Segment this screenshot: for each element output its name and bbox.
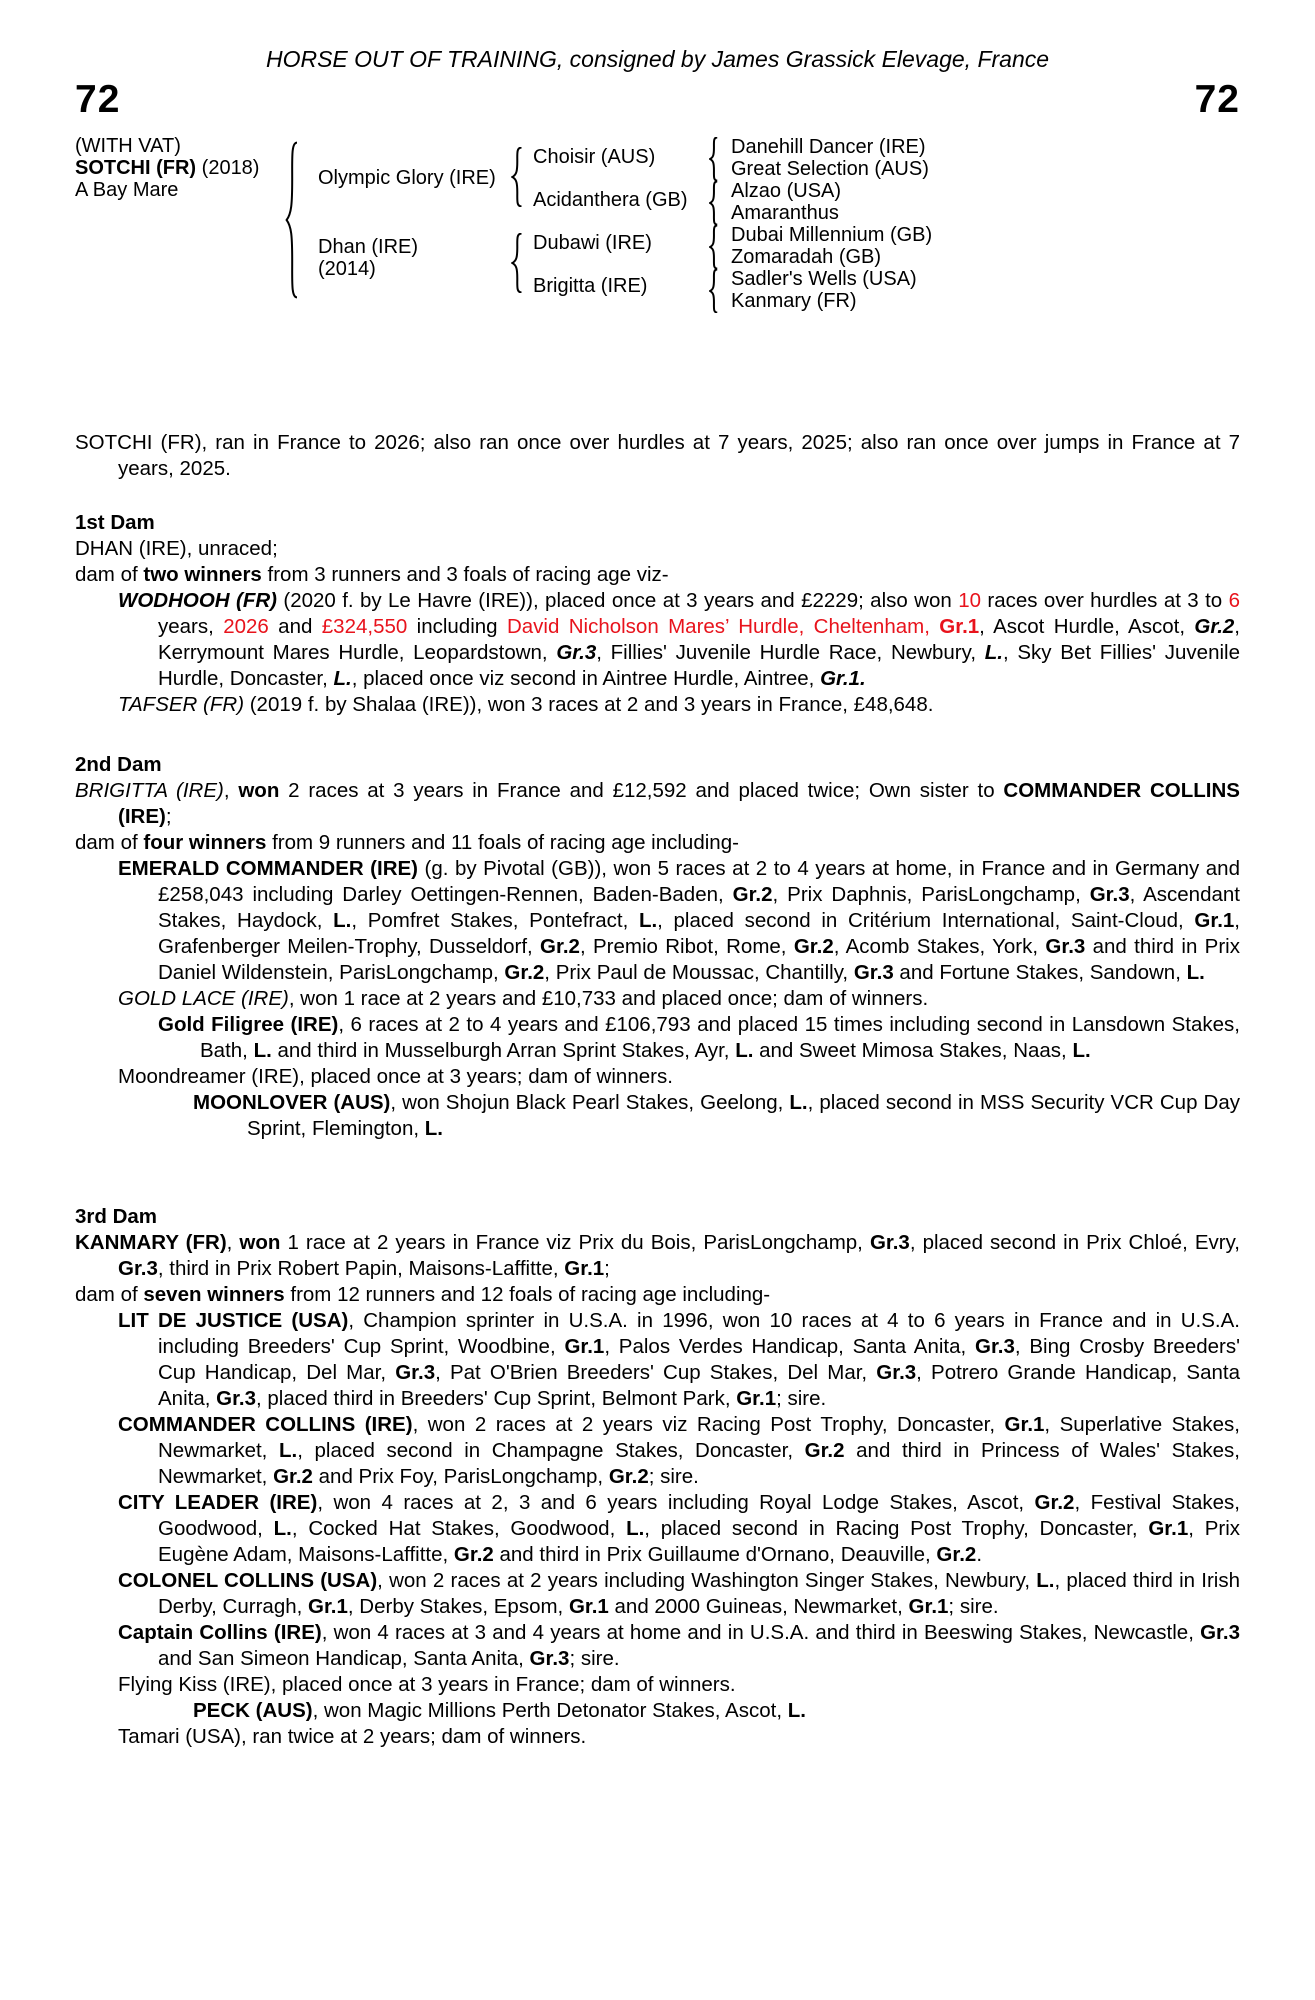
intro-paragraph: SOTCHI (FR), ran in France to 2026; also ran once over hurdles at 7 years, 2025; also ran once over jumps in France at 7 years, 2025.: [75, 431, 1240, 480]
subject-horse-year: (2018): [201, 157, 260, 179]
entry-wodhooh: WODHOOH (FR) (2020 f. by Le Havre (IRE)), placed once at 3 years and £2229; also won 10 races over hurdles at 3 to 6 years, 2026 and £324,550 including David Nicholson Mares’ Hurdle, Cheltenham, Gr.1, Ascot Hurdle, Ascot, Gr.2, Kerrymount Mares Hurdle, Leopardstown, Gr.3, Fillies' Juvenile Hurdle Race, Newbury, L., Sky Bet Fillies' Juvenile Hurdle, Doncaster, L., placed once viz second in Aintree Hurdle, Aintree, Gr.1.: [118, 589, 1240, 690]
brigitta-line: BRIGITTA (IRE), won 2 races at 3 years in France and £12,592 and placed twice; Own sister to COMMANDER COLLINS (IRE);: [75, 779, 1240, 828]
entry-tamari: Tamari (USA), ran twice at 2 years; dam of winners.: [118, 1725, 587, 1748]
entry-city-leader: CITY LEADER (IRE), won 4 races at 2, 3 and 6 years including Royal Lodge Stakes, Ascot, Gr.2, Festival Stakes, Goodwood, L., Cocked Hat Stakes, Goodwood, L., placed second in Racing Post Trophy, Doncaster, Gr.1, Prix Eugène Adam, Maisons-Laffitte, Gr.2 and third in Prix Guillaume d'Ornano, Deauville, Gr.2.: [118, 1491, 1240, 1566]
grandsire-paternal: Choisir (AUS): [533, 146, 656, 168]
pedigree-brace-g3-2: [709, 181, 720, 225]
lot-number-left: 72: [75, 78, 121, 121]
granddam-maternal: Brigitta (IRE): [533, 275, 648, 297]
grandsire-maternal: Dubawi (IRE): [533, 232, 652, 254]
dam3-produce-line: dam of seven winners from 12 runners and 12 foals of racing age including-: [75, 1283, 771, 1306]
great-grandparent-8: Kanmary (FR): [731, 290, 857, 312]
entry-captain-collins: Captain Collins (IRE), won 4 races at 3 and 4 years at home and in U.S.A. and third in Beeswing Stakes, Newcastle, Gr.3 and San Simeon Handicap, Santa Anita, Gr.3; sire.: [118, 1621, 1240, 1670]
entry-gold-lace: GOLD LACE (IRE), won 1 race at 2 years and £10,733 and placed once; dam of winners.: [118, 987, 929, 1010]
entry-tafser: TAFSER (FR) (2019 f. by Shalaa (IRE)), won 3 races at 2 and 3 years in France, £48,648.: [118, 693, 934, 716]
dam-year: (2014): [318, 258, 376, 280]
heading-3rd-dam: 3rd Dam: [75, 1205, 158, 1228]
pedigree-brace-g3-4: [709, 269, 720, 313]
entry-peck: PECK (AUS), won Magic Millions Perth Detonator Stakes, Ascot, L.: [193, 1699, 806, 1722]
entry-colonel-collins: COLONEL COLLINS (USA), won 2 races at 2 years including Washington Singer Stakes, Newbury, L., placed third in Irish Derby, Curragh, Gr.1, Derby Stakes, Epsom, Gr.1 and 2000 Guineas, Newmarket, Gr.1; sire.: [118, 1569, 1240, 1618]
vat-note: (WITH VAT): [75, 135, 181, 157]
catalogue-text: [75, 430, 1240, 1750]
great-grandparent-7: Sadler's Wells (USA): [731, 268, 917, 290]
pedigree-brace-g3-3: [709, 225, 720, 269]
subject-horse-description: A Bay Mare: [75, 179, 179, 201]
consignor-header: HORSE OUT OF TRAINING, consigned by James Grassick Elevage, France: [265, 46, 1050, 72]
great-grandparent-2: Great Selection (AUS): [731, 158, 929, 180]
pedigree-brace-dam: [511, 233, 525, 293]
heading-1st-dam: 1st Dam: [75, 511, 155, 534]
subject-horse-name-line: [75, 157, 259, 179]
entry-moonlover: MOONLOVER (AUS), won Shojun Black Pearl Stakes, Geelong, L., placed second in MSS Security VCR Cup Day Sprint, Flemington, L.: [193, 1091, 1240, 1140]
dhan-line: DHAN (IRE), unraced;: [75, 537, 278, 560]
dam2-produce-line: dam of four winners from 9 runners and 11 foals of racing age including-: [75, 831, 739, 854]
kanmary-line: KANMARY (FR), won 1 race at 2 years in France viz Prix du Bois, ParisLongchamp, Gr.3, placed second in Prix Chloé, Evry, Gr.3, third in Prix Robert Papin, Maisons-Laffitte, Gr.1;: [75, 1231, 1240, 1280]
pedigree-brace-sire: [511, 147, 525, 207]
entry-lit-de-justice: LIT DE JUSTICE (USA), Champion sprinter in U.S.A. in 1996, won 10 races at 4 to 6 years in France and in U.S.A. including Breeders' Cup Sprint, Woodbine, Gr.1, Palos Verdes Handicap, Santa Anita, Gr.3, Bing Crosby Breeders' Cup Handicap, Del Mar, Gr.3, Pat O'Brien Breeders' Cup Stakes, Del Mar, Gr.3, Potrero Grande Handicap, Santa Anita, Gr.3, placed third in Breeders' Cup Sprint, Belmont Park, Gr.1; sire.: [118, 1309, 1241, 1410]
lot-number-right: 72: [1194, 78, 1240, 121]
great-grandparent-6: Zomaradah (GB): [731, 246, 882, 268]
great-grandparent-1: Danehill Dancer (IRE): [731, 136, 926, 158]
subject-horse-block: [75, 135, 259, 201]
entry-flying-kiss: Flying Kiss (IRE), placed once at 3 years in France; dam of winners.: [118, 1673, 736, 1696]
granddam-paternal: Acidanthera (GB): [533, 189, 688, 211]
great-grandparent-5: Dubai Millennium (GB): [731, 224, 933, 246]
sire-name: Olympic Glory (IRE): [318, 167, 496, 189]
pedigree-chart: [75, 135, 1240, 330]
heading-2nd-dam: 2nd Dam: [75, 753, 162, 776]
dam1-produce-line: dam of two winners from 3 runners and 3 foals of racing age viz-: [75, 563, 669, 586]
pedigree-brace-main: [285, 141, 301, 299]
entry-emerald-commander: EMERALD COMMANDER (IRE) (g. by Pivotal (GB)), won 5 races at 2 to 4 years at home, in France and in Germany and £258,043 including Darley Oettingen-Rennen, Baden-Baden, Gr.2, Prix Daphnis, ParisLongchamp, Gr.3, Ascendant Stakes, Haydock, L., Pomfret Stakes, Pontefract, L., placed second in Critérium International, Saint-Cloud, Gr.1, Grafenberger Meilen-Trophy, Dusseldorf, Gr.2, Premio Ribot, Rome, Gr.2, Acomb Stakes, York, Gr.3 and third in Prix Daniel Wildenstein, ParisLongchamp, Gr.2, Prix Paul de Moussac, Chantilly, Gr.3 and Fortune Stakes, Sandown, L.: [118, 857, 1240, 984]
subject-horse-name: SOTCHI (FR): [75, 157, 197, 179]
entry-gold-filigree: Gold Filigree (IRE), 6 races at 2 to 4 years and £106,793 and placed 15 times including second in Lansdown Stakes, Bath, L. and third in Musselburgh Arran Sprint Stakes, Ayr, L. and Sweet Mimosa Stakes, Naas, L.: [158, 1013, 1240, 1062]
pedigree-brace-g3-1: [709, 137, 720, 181]
great-grandparent-3: Alzao (USA): [731, 180, 842, 202]
entry-moondreamer: Moondreamer (IRE), placed once at 3 years; dam of winners.: [118, 1065, 673, 1088]
dam-block: [318, 236, 418, 280]
dam-name: Dhan (IRE): [318, 236, 419, 258]
lot-number-row: [75, 79, 1240, 123]
great-grandparent-4: Amaranthus: [731, 202, 839, 224]
entry-commander-collins: COMMANDER COLLINS (IRE), won 2 races at 2 years viz Racing Post Trophy, Doncaster, Gr.1, Superlative Stakes, Newmarket, L., placed second in Champagne Stakes, Doncaster, Gr.2 and third in Princess of Wales' Stakes, Newmarket, Gr.2 and Prix Foy, ParisLongchamp, Gr.2; sire.: [118, 1413, 1241, 1488]
